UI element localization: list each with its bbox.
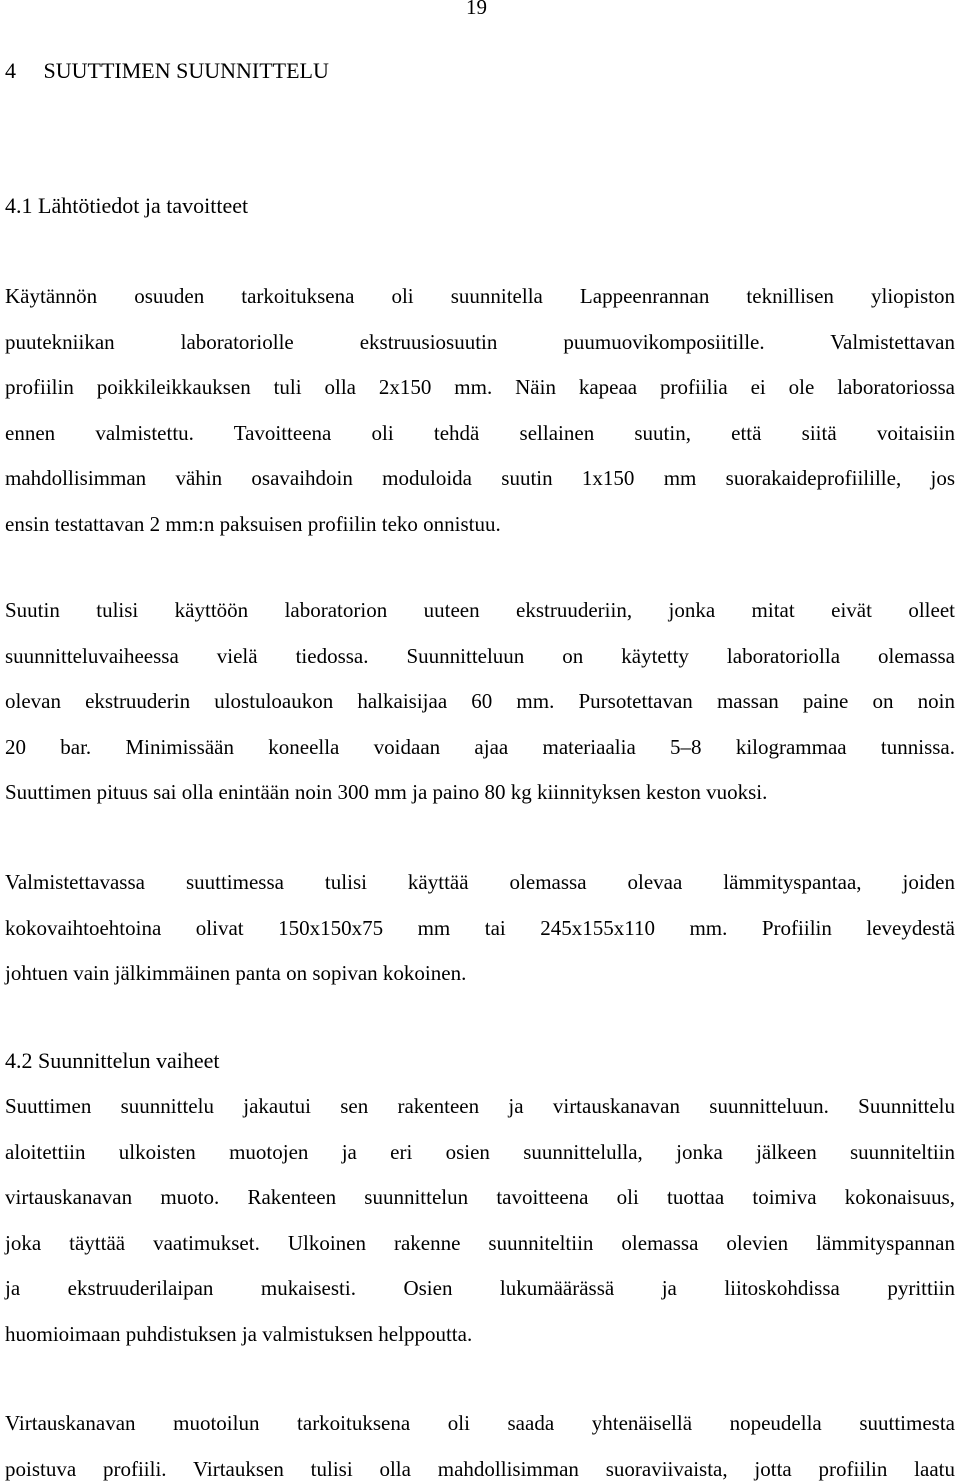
chapter-heading: 4 SUUTTIMEN SUUNNITTELU [5,58,329,83]
paragraph-2 [5,588,955,816]
paragraph-line: poistuva profiili. Virtauksen tulisi olla mahdollisimman suoraviivaista, jotta profiilin laatu [5,1456,955,1481]
paragraph-line: olevan ekstruuderin ulostuloaukon halkaisijaa 60 mm. Pursotettavan massan paine on noin [5,689,955,714]
section-heading-1: 4.1 Lähtötiedot ja tavoitteet [5,193,249,218]
paragraph-line: puutekniikan laboratoriolle ekstruusiosuutin puumuovikomposiitille. Valmistettavan [5,329,955,354]
paragraph-line: ennen valmistettu. Tavoitteena oli tehdä sellainen suutin, että siitä voitaisiin [5,420,955,445]
section-heading-2: 4.2 Suunnittelun vaiheet [5,1048,220,1073]
paragraph-line: Suutin tulisi käyttöön laboratorion uuteen ekstruuderiin, jonka mitat eivät olleet [5,598,955,622]
paragraph-line: virtauskanavan muoto. Rakenteen suunnittelun tavoitteena oli tuottaa toimiva kokonaisuus, [5,1185,955,1210]
paragraph-3 [5,860,955,997]
paragraph-line: Valmistettavassa suuttimessa tulisi käyttää olemassa olevaa lämmityspantaa, joiden [5,870,955,894]
paragraph-line: Virtauskanavan muotoilun tarkoituksena oli saada yhtenäisellä nopeudella suuttimesta [5,1411,955,1435]
paragraph-line: aloitettiin ulkoisten muotojen ja eri osien suunnittelulla, jonka jälkeen suunniteltiin [5,1139,955,1164]
paragraph-line: ja ekstruuderilaipan mukaisesti. Osien lukumäärässä ja liitoskohdissa pyrittiin [5,1276,955,1301]
paragraph-line: joka täyttää vaatimukset. Ulkoinen rakenne suunniteltiin olemassa olevien lämmityspannan [5,1230,955,1255]
paragraph-line: huomioimaan puhdistuksen ja valmistuksen helppoutta. [5,1321,473,1346]
paragraph-line: suunnitteluvaiheessa vielä tiedossa. Suunnitteluun on käytetty laboratoriolla olemassa [5,643,955,668]
page-number: 19 [466,0,487,19]
paragraph-line: mahdollisimman vähin osavaihdoin moduloida suutin 1x150 mm suorakaideprofiilille, jos [5,466,955,491]
paragraph-5 [5,1401,955,1482]
paragraph-1 [5,274,955,548]
paragraph-line: kokovaihtoehtoina olivat 150x150x75 mm tai 245x155x110 mm. Profiilin leveydestä [5,915,955,940]
paragraph-line: Suuttimen pituus sai olla enintään noin 300 mm ja paino 80 kg kiinnityksen keston vuoksi. [5,780,768,805]
paragraph-line: 20 bar. Minimissään koneella voidaan ajaa materiaalia 5–8 kilogrammaa tunnissa. [5,734,955,759]
paragraph-line: johtuen vain jälkimmäinen panta on sopivan kokoinen. [5,961,467,986]
paragraph-line: profiilin poikkileikkauksen tuli olla 2x150 mm. Näin kapeaa profiilia ei ole laboratoriossa [5,375,955,400]
paragraph-line: Käytännön osuuden tarkoituksena oli suunnitella Lappeenrannan teknillisen yliopiston [5,284,955,308]
paragraph-line: ensin testattavan 2 mm:n paksuisen profiilin teko onnistuu. [5,511,501,536]
paragraph-4 [5,1084,955,1358]
paragraph-line: Suuttimen suunnittelu jakautui sen rakenteen ja virtauskanavan suunnitteluun. Suunnittelu [5,1094,955,1118]
